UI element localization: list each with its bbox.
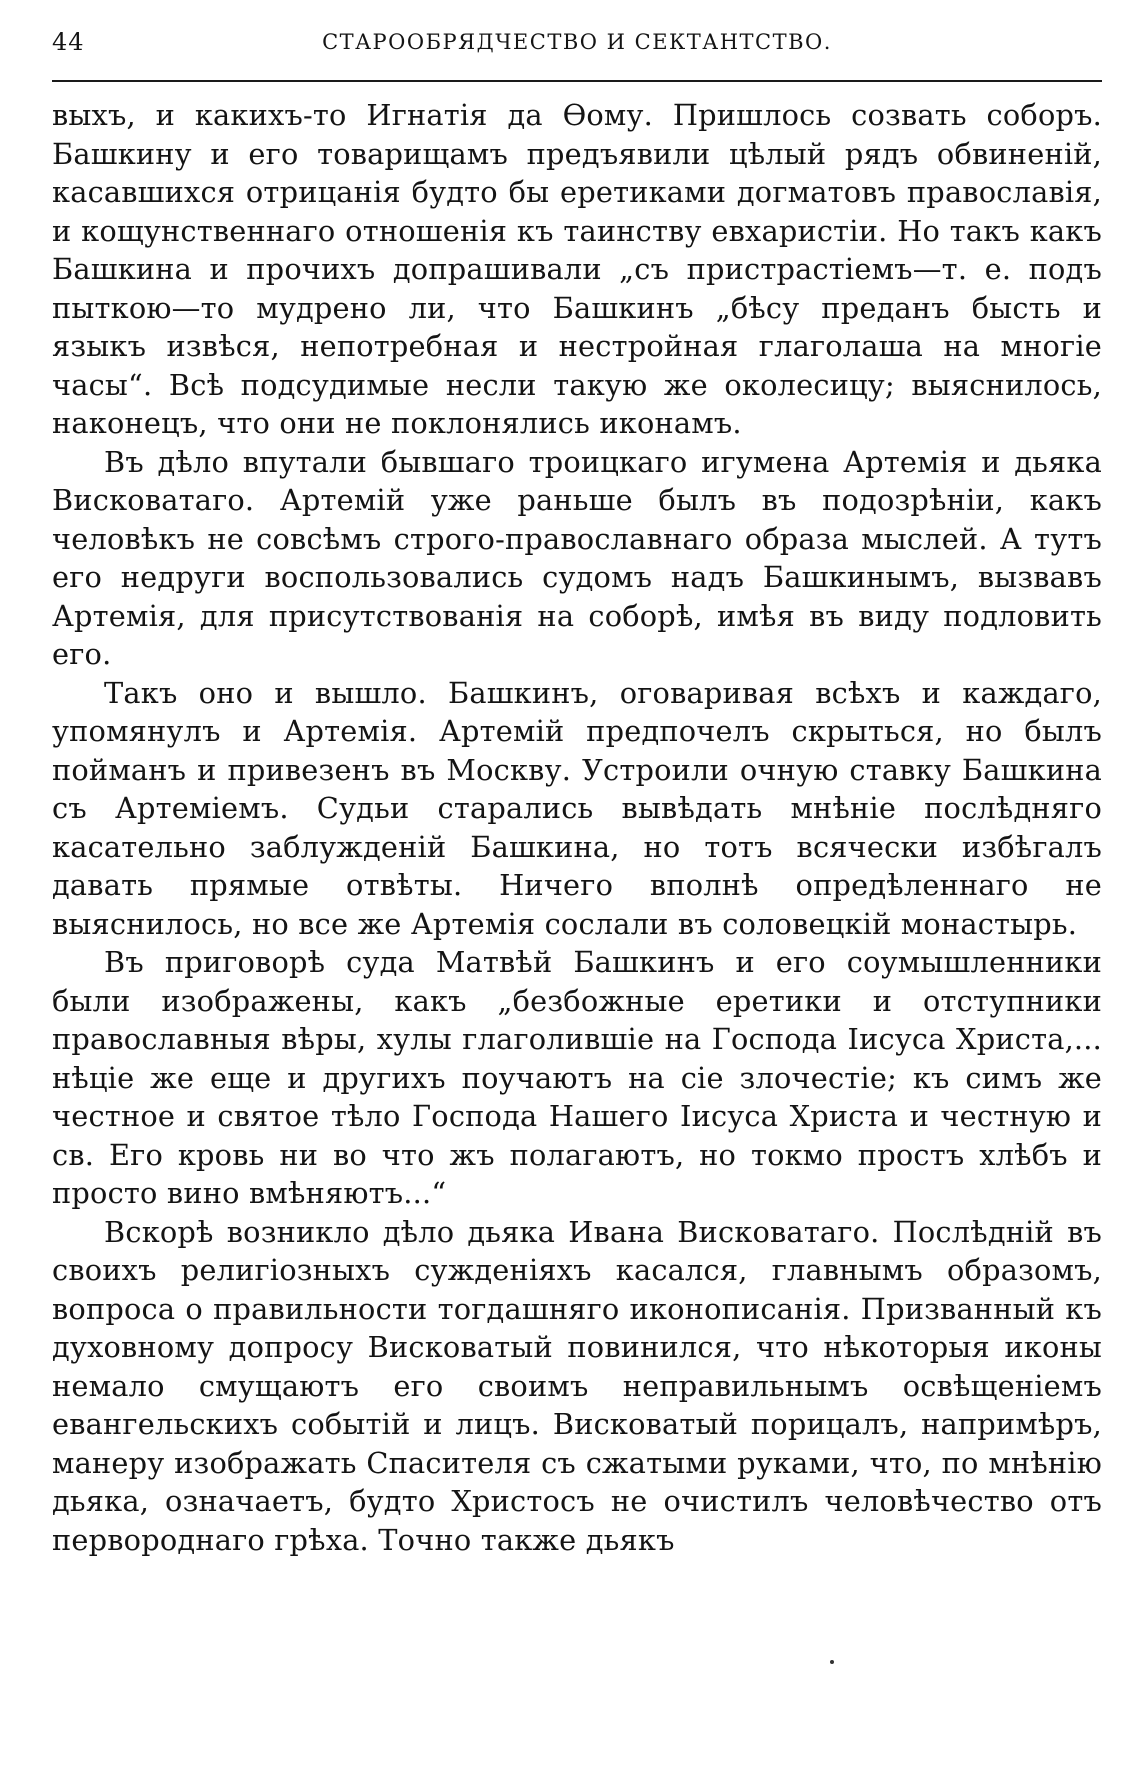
running-title: СТАРООБРЯДЧЕСТВО И СЕКТАНТСТВО. xyxy=(322,30,832,54)
print-speck xyxy=(830,1660,834,1664)
paragraph: Вскорѣ возникло дѣло дьяка Ивана Висковатаго. Послѣдній въ своихъ религіозныхъ сужденіяхъ касался, главнымъ образомъ, вопроса о правильности тогдашняго иконописанія. Призванный къ духовному допросу Висковатый повинился, что нѣкоторыя иконы немало смущаютъ его своимъ неправильнымъ освѣщеніемъ евангельскихъ событій и лицъ. Висковатый порицалъ, напримѣръ, манеру изображать Спасителя съ сжатыми руками, что, по мнѣнію дьяка, означаетъ, будто Христосъ не очистилъ человѣчество отъ первороднаго грѣха. Точно также дьякъ xyxy=(52,1214,1102,1557)
page-number: 44 xyxy=(52,28,85,56)
book-page xyxy=(52,26,1102,1557)
paragraph: Въ дѣло впутали бывшаго троицкаго игумена Артемія и дьяка Висковатаго. Артемій уже раньше былъ въ подозрѣніи, какъ человѣкъ не совсѣмъ строго-православнаго образа мыслей. А тутъ его недруги воспользовались судомъ надъ Башкинымъ, вызвавъ Артемія, для присутствованія на соборѣ, имѣя въ виду подловить его. xyxy=(52,444,1102,671)
page-header xyxy=(52,26,1102,66)
paragraph: Такъ оно и вышло. Башкинъ, оговаривая всѣхъ и каждаго, упомянулъ и Артемія. Артемій предпочелъ скрыться, но былъ пойманъ и привезенъ въ Москву. Устроили очную ставку Башкина съ Артеміемъ. Судьи старались вывѣдать мнѣніе послѣдняго касательно заблужденій Башкина, но тотъ всячески избѣгалъ давать прямые отвѣты. Ничего вполнѣ опредѣленнаго не выяснилось, но все же Артемія сослали въ соловецкій монастырь. xyxy=(52,675,1102,941)
paragraph: Въ приговорѣ суда Матвѣй Башкинъ и его соумышленники были изображены, какъ „безбожные еретики и отступники православныя вѣры, хулы глаголившіе на Господа Іисуса Христа,... нѣціе же еще и другихъ поучаютъ на сіе злочестіе; къ симъ же честное и святое тѣло Господа Нашего Іисуса Христа и честную и св. Его кровь ни во что жъ полагаютъ, но токмо простъ хлѣбъ и просто вино вмѣняютъ...“ xyxy=(52,945,1102,1210)
paragraph: выхъ, и какихъ-то Игнатія да Ѳому. Пришлось созвать соборъ. Башкину и его товарищамъ предъявили цѣлый рядъ обвиненій, касавшихся отрицанія будто бы еретиками догматовъ православія, и кощунственнаго отношенія къ таинству евхаристіи. Но такъ какъ Башкина и прочихъ допрашивали „съ пристрастіемъ—т. е. подъ пыткою—то мудрено ли, что Башкинъ „бѣсу преданъ бысть и языкъ извѣся, непотребная и нестройная глаголаша на многіе часы“. Всѣ подсудимые несли такую же околесицу; выяснилось, наконецъ, что они не поклонялись иконамъ. xyxy=(52,98,1102,440)
header-rule xyxy=(52,80,1102,82)
body-text xyxy=(52,96,1102,1559)
